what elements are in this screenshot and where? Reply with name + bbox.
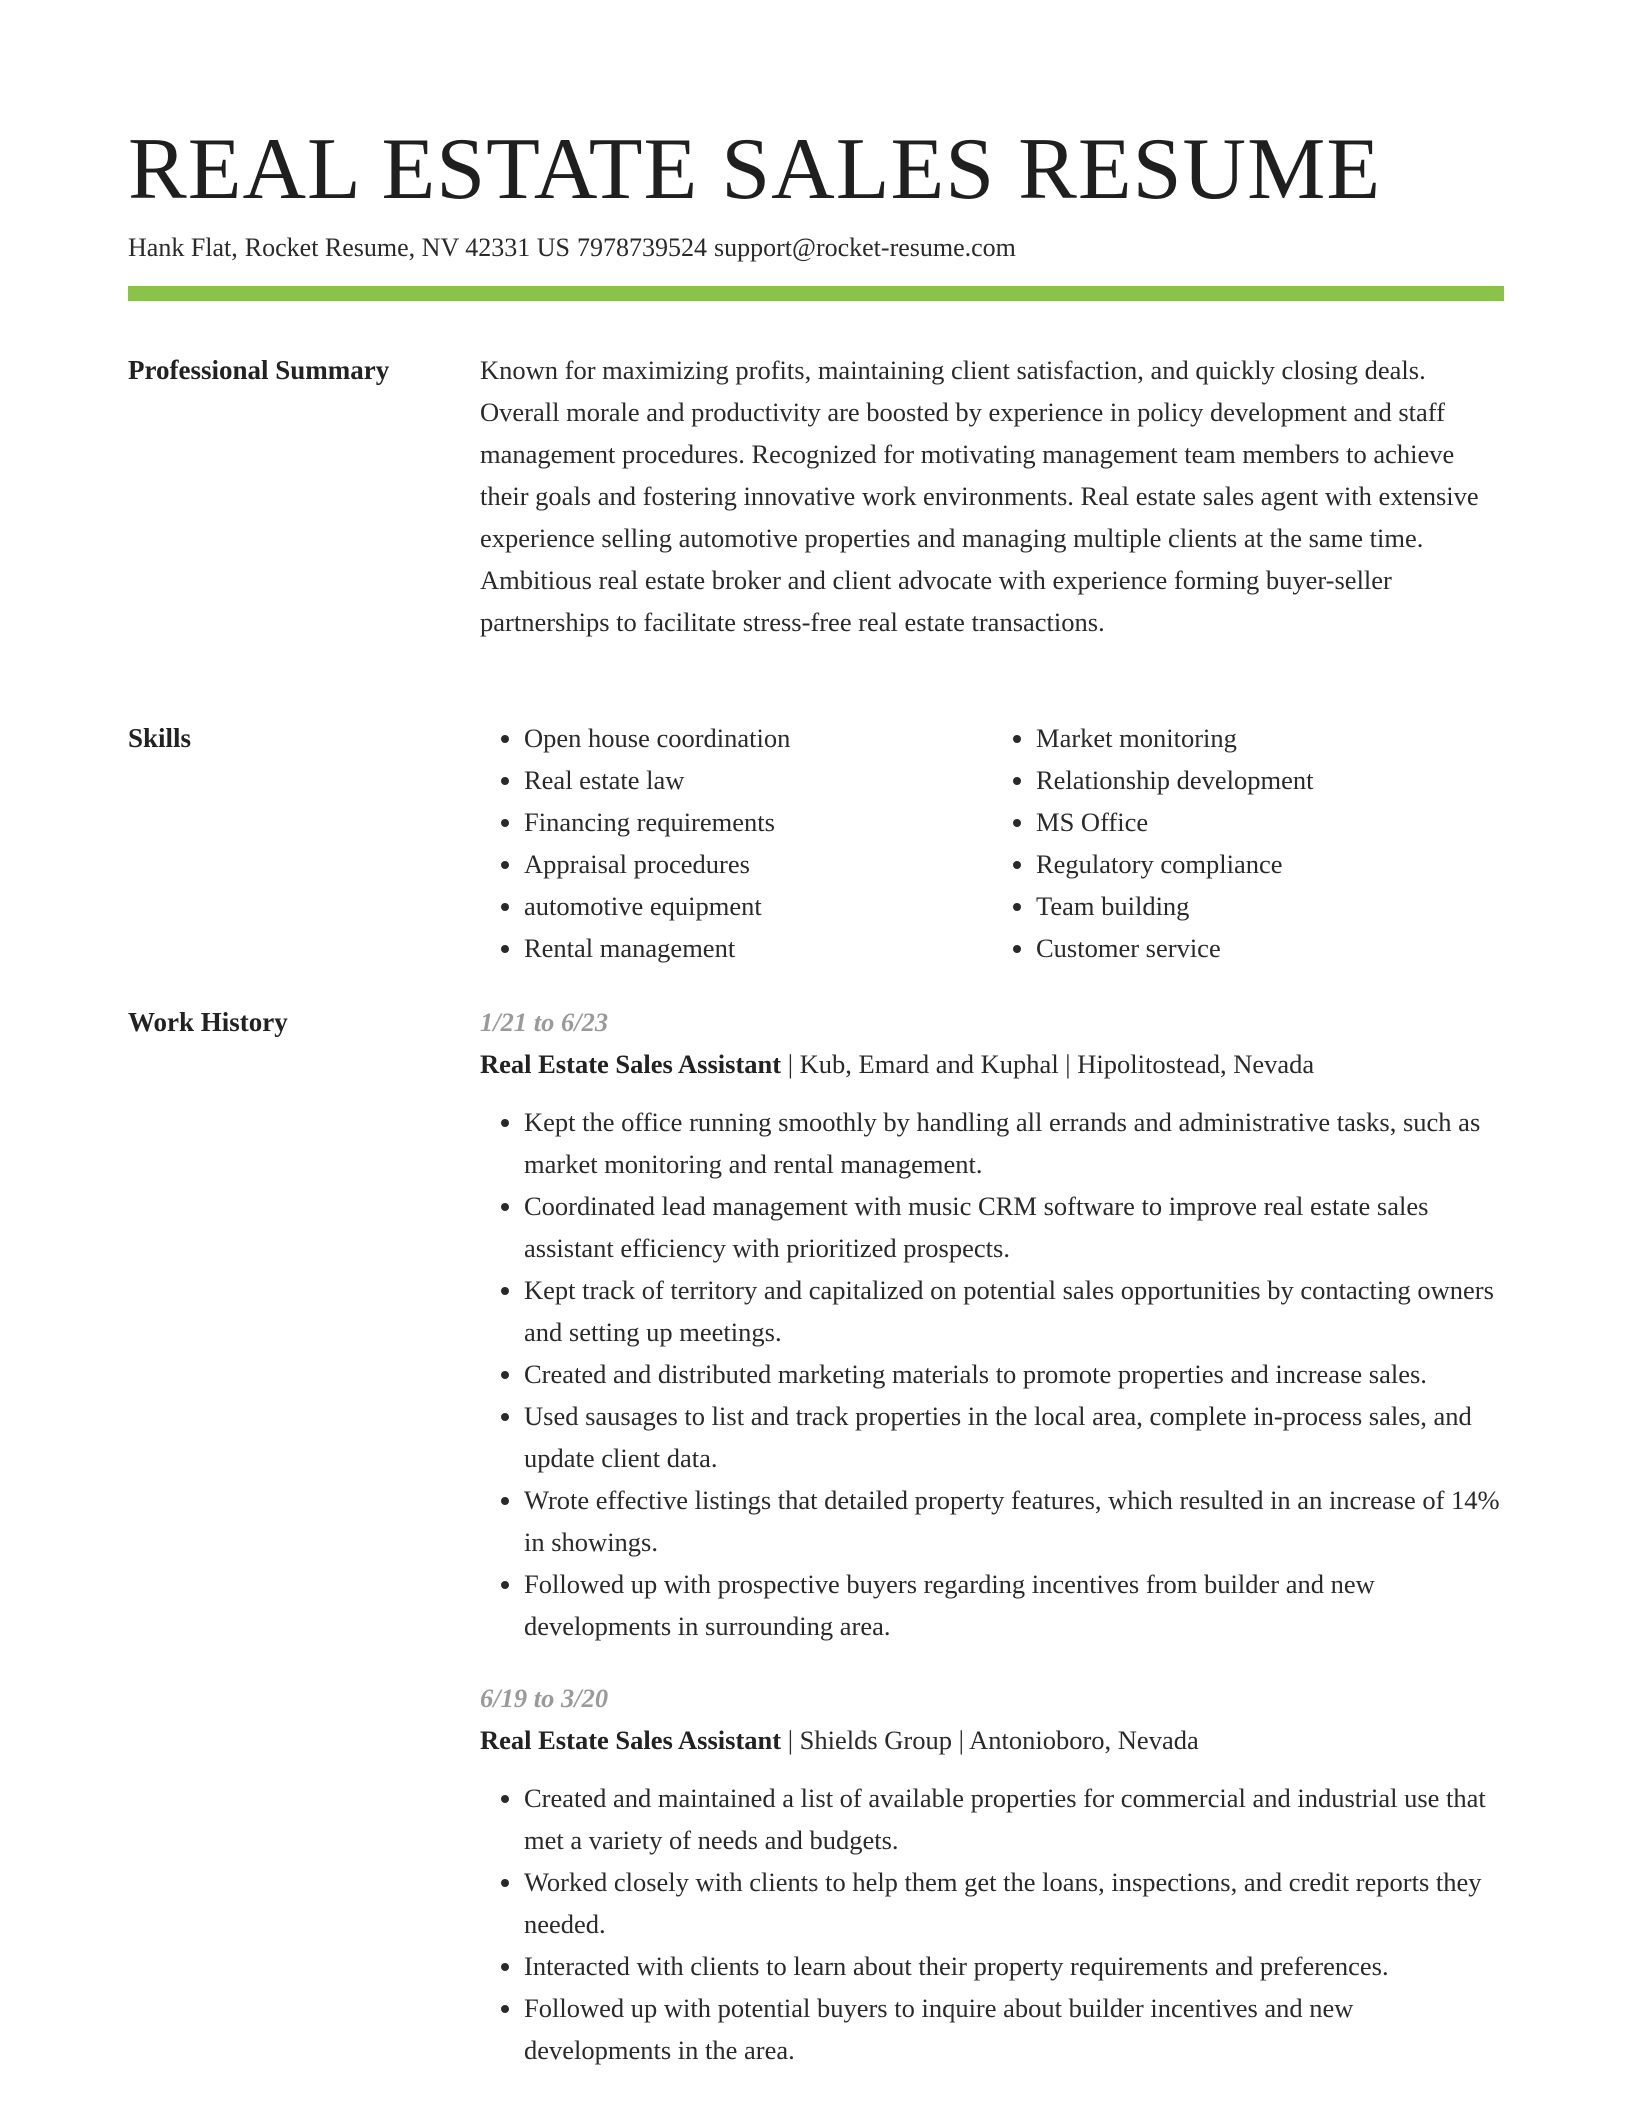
skill-item: • MS Office — [1036, 801, 1504, 843]
job-title: Real Estate Sales Assistant — [480, 1725, 782, 1755]
work-history-body — [480, 1001, 1504, 2071]
job-bullet: • Created and distributed marketing materials to promote properties and increase sales. — [524, 1353, 1504, 1395]
skill-item: • Customer service — [1036, 927, 1504, 969]
skill-item: • Real estate law — [524, 759, 992, 801]
job-bullet: • Created and maintained a list of available properties for commercial and industrial use that met a variety of needs and budgets. — [524, 1777, 1504, 1861]
skill-item: • Open house coordination — [524, 717, 992, 759]
skill-item: • automotive equipment — [524, 885, 992, 927]
skills-heading: Skills — [128, 723, 192, 753]
job-bullet-list — [480, 1777, 1504, 2071]
contact-name: Hank Flat, — [128, 233, 238, 262]
job-bullet-list — [480, 1101, 1504, 1647]
contact-line — [128, 230, 1016, 266]
skill-item: • Team building — [1036, 885, 1504, 927]
job-entry — [480, 1001, 1504, 1647]
job-dates: 6/19 to 3/20 — [480, 1683, 609, 1713]
job-heading — [480, 1043, 1504, 1085]
job-employer-location: | Kub, Emard and Kuphal | Hipolitostead, Nevada — [781, 1049, 1315, 1079]
job-bullet: • Worked closely with clients to help them get the loans, inspections, and credit reports they needed. — [524, 1861, 1504, 1945]
job-bullet: • Kept track of territory and capitalized on potential sales opportunities by contacting owners and setting up meetings. — [524, 1269, 1504, 1353]
summary-text: Known for maximizing profits, maintaining client satisfaction, and quickly closing deals. Overall morale and productivity are boosted by experience in policy development and staff management procedures. Recognized for motivating management team members to achieve their goals and fostering innovative work environments. Real estate sales agent with extensive experience selling automotive properties and managing multiple clients at the same time. Ambitious real estate broker and client advocate with experience forming buyer-seller partnerships to facilitate stress-free real estate transactions. — [480, 355, 1479, 637]
job-bullet: • Followed up with prospective buyers regarding incentives from builder and new developments in surrounding area. — [524, 1563, 1504, 1647]
job-bullet: • Followed up with potential buyers to inquire about builder incentives and new developments in the area. — [524, 1987, 1504, 2071]
job-bullet: • Wrote effective listings that detailed property features, which resulted in an increase of 14% in showings. — [524, 1479, 1504, 1563]
summary-body — [480, 349, 1504, 643]
contact-email[interactable]: support@rocket-resume.com — [714, 233, 1016, 262]
skill-item: • Appraisal procedures — [524, 843, 992, 885]
skills-body — [480, 717, 1504, 969]
job-title: Real Estate Sales Assistant — [480, 1049, 782, 1079]
skills-list-left — [480, 717, 992, 969]
job-entry — [480, 1677, 1504, 2071]
job-dates: 1/21 to 6/23 — [480, 1007, 609, 1037]
skill-item: • Rental management — [524, 927, 992, 969]
summary-heading: Professional Summary — [128, 355, 390, 385]
skill-item: • Relationship development — [1036, 759, 1504, 801]
job-bullet: • Coordinated lead management with music CRM software to improve real estate sales assistant efficiency with prioritized prospects. — [524, 1185, 1504, 1269]
skills-list-right — [992, 717, 1504, 969]
job-bullet: • Kept the office running smoothly by handling all errands and administrative tasks, such as market monitoring and rental management. — [524, 1101, 1504, 1185]
resume-title: REAL ESTATE SALES RESUME — [128, 121, 1382, 218]
job-heading — [480, 1719, 1504, 1761]
job-bullet: • Used sausages to list and track properties in the local area, complete in-process sales, and update client data. — [524, 1395, 1504, 1479]
accent-divider — [128, 286, 1504, 301]
skill-item: • Market monitoring — [1036, 717, 1504, 759]
contact-phone: 7978739524 — [577, 233, 707, 262]
job-employer-location: | Shields Group | Antonioboro, Nevada — [781, 1725, 1199, 1755]
contact-address: Rocket Resume, NV 42331 US — [244, 233, 570, 262]
job-bullet: • Interacted with clients to learn about their property requirements and preferences. — [524, 1945, 1504, 1987]
work-history-heading: Work History — [128, 1007, 288, 1037]
skill-item: • Regulatory compliance — [1036, 843, 1504, 885]
skills-columns — [480, 717, 1504, 969]
skill-item: • Financing requirements — [524, 801, 992, 843]
